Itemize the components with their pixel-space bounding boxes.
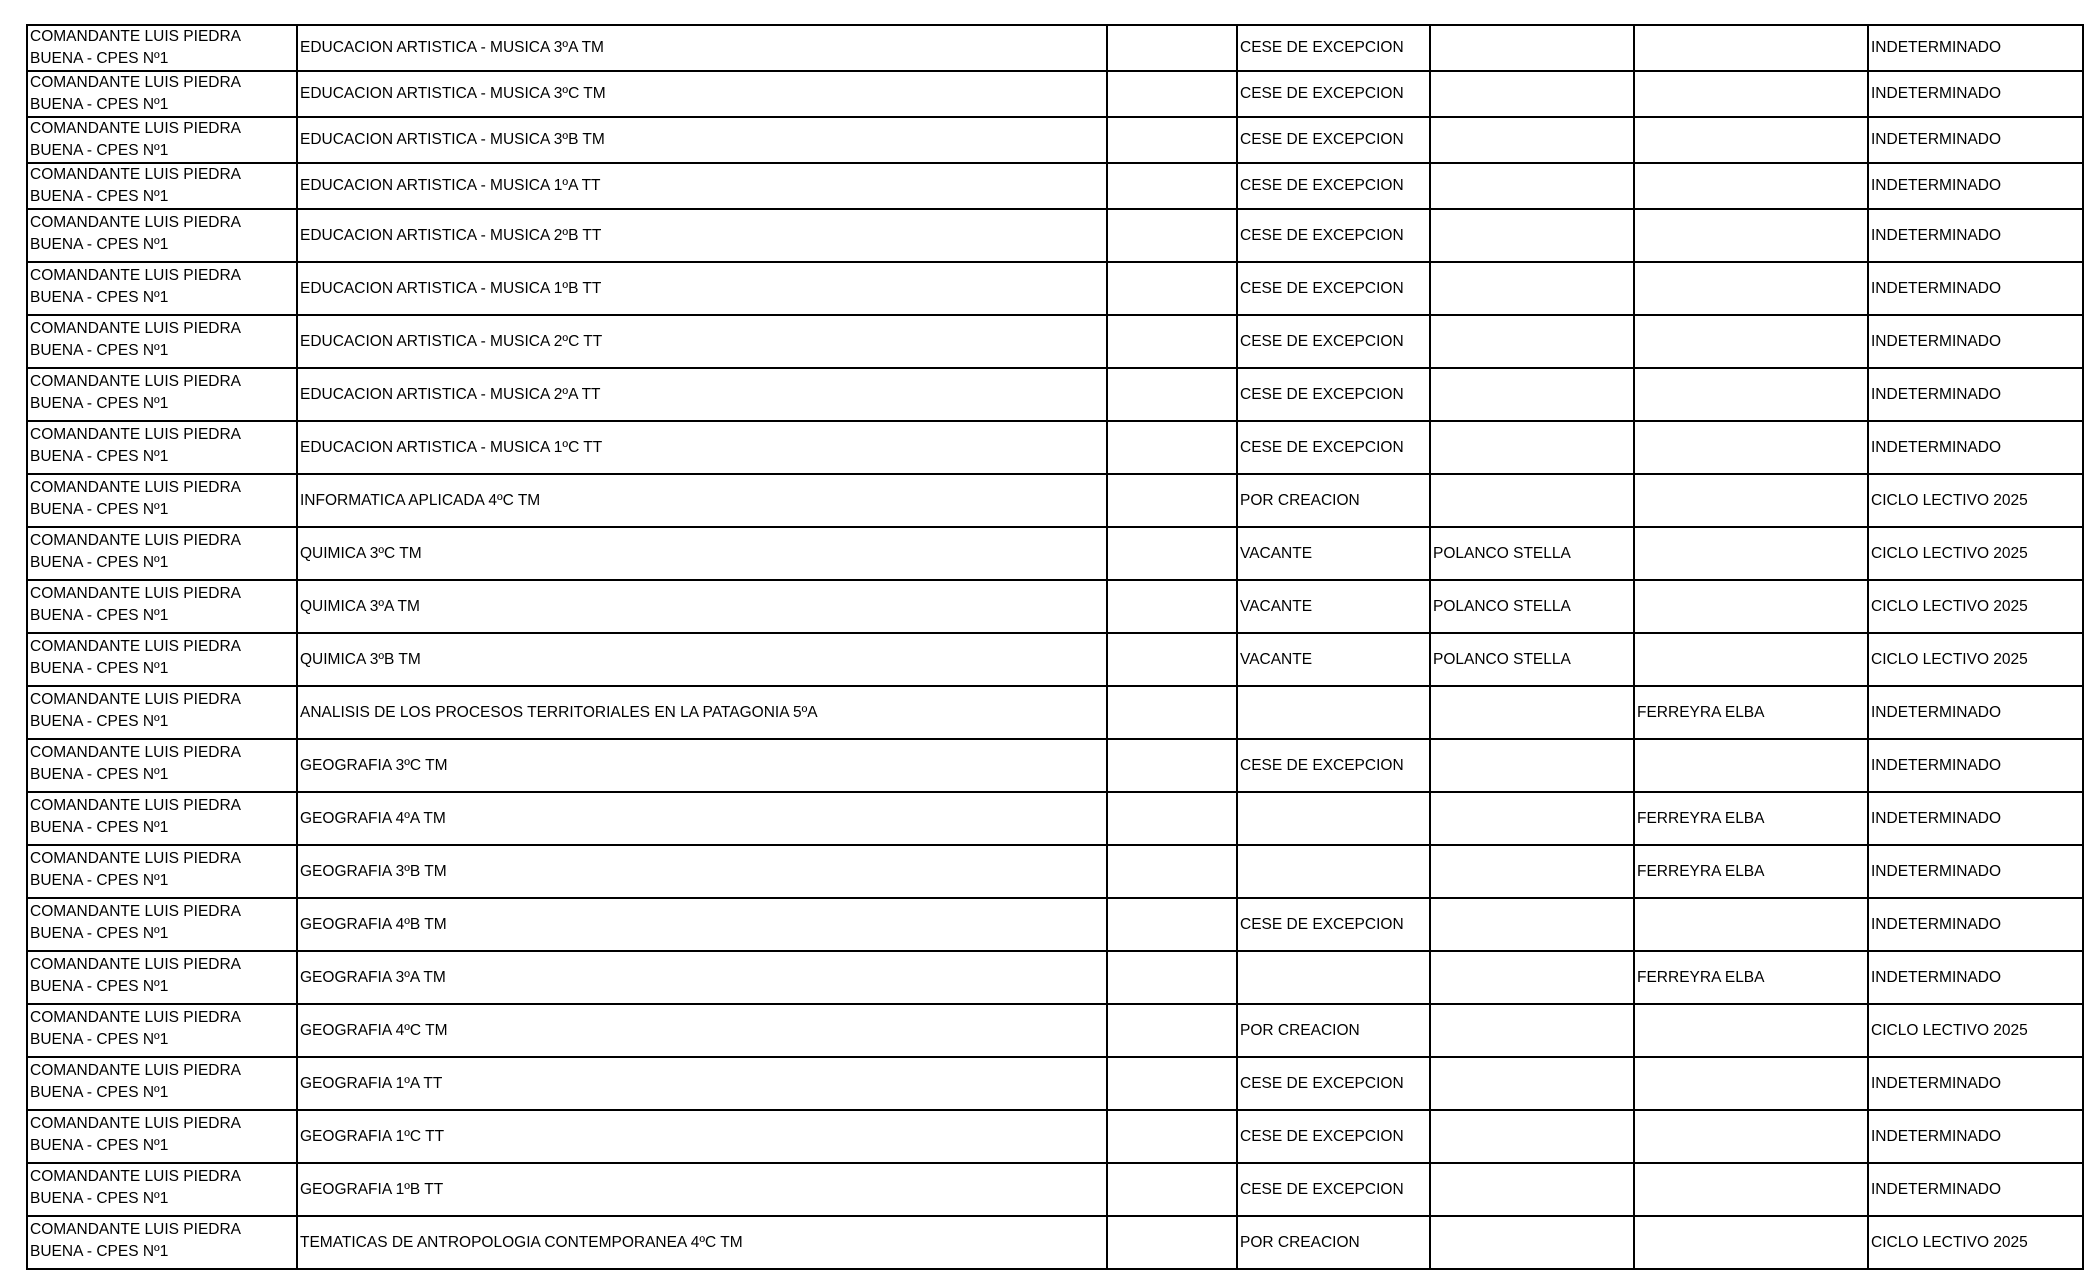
holder-cell [1430, 163, 1634, 209]
holder-cell: POLANCO STELLA [1430, 527, 1634, 580]
school-cell [27, 527, 297, 580]
duration-cell: INDETERMINADO [1868, 368, 2083, 421]
table-row [27, 845, 2083, 898]
school-cell [27, 474, 297, 527]
school-name: COMANDANTE LUIS PIEDRA BUENA - CPES Nº1 [30, 744, 241, 783]
empty-cell [1107, 474, 1237, 527]
holder-cell: POLANCO STELLA [1430, 580, 1634, 633]
subject-cell: GEOGRAFIA 4ºC TM [297, 1004, 1107, 1057]
school-name: COMANDANTE LUIS PIEDRA BUENA - CPES Nº1 [30, 166, 241, 205]
holder-cell [1430, 474, 1634, 527]
empty-cell [1107, 71, 1237, 117]
holder-cell [1634, 580, 1868, 633]
school-cell [27, 71, 297, 117]
holder-cell [1634, 739, 1868, 792]
reason-cell: CESE DE EXCEPCION [1237, 421, 1430, 474]
school-name: COMANDANTE LUIS PIEDRA BUENA - CPES Nº1 [30, 1009, 241, 1048]
table-row [27, 163, 2083, 209]
empty-cell [1107, 117, 1237, 163]
empty-cell [1107, 686, 1237, 739]
school-cell [27, 739, 297, 792]
empty-cell [1107, 580, 1237, 633]
reason-cell: CESE DE EXCEPCION [1237, 163, 1430, 209]
holder-cell [1430, 1004, 1634, 1057]
holder-cell [1634, 633, 1868, 686]
school-cell [27, 633, 297, 686]
holder-cell [1634, 1110, 1868, 1163]
school-cell [27, 898, 297, 951]
school-name: COMANDANTE LUIS PIEDRA BUENA - CPES Nº1 [30, 797, 241, 836]
reason-cell: CESE DE EXCEPCION [1237, 209, 1430, 262]
subject-cell: EDUCACION ARTISTICA - MUSICA 1ºB TT [297, 262, 1107, 315]
school-name: COMANDANTE LUIS PIEDRA BUENA - CPES Nº1 [30, 1221, 241, 1260]
school-cell [27, 1057, 297, 1110]
duration-cell: CICLO LECTIVO 2025 [1868, 1216, 2083, 1269]
school-name: COMANDANTE LUIS PIEDRA BUENA - CPES Nº1 [30, 1062, 241, 1101]
empty-cell [1107, 209, 1237, 262]
table-row [27, 368, 2083, 421]
school-cell [27, 580, 297, 633]
holder-cell [1634, 163, 1868, 209]
duration-cell: CICLO LECTIVO 2025 [1868, 633, 2083, 686]
reason-cell: CESE DE EXCEPCION [1237, 368, 1430, 421]
duration-cell: CICLO LECTIVO 2025 [1868, 474, 2083, 527]
duration-cell: INDETERMINADO [1868, 686, 2083, 739]
duration-cell: INDETERMINADO [1868, 315, 2083, 368]
holder-cell [1430, 845, 1634, 898]
subject-cell: GEOGRAFIA 4ºB TM [297, 898, 1107, 951]
school-name: COMANDANTE LUIS PIEDRA BUENA - CPES Nº1 [30, 532, 241, 571]
school-name: COMANDANTE LUIS PIEDRA BUENA - CPES Nº1 [30, 903, 241, 942]
holder-cell: POLANCO STELLA [1430, 633, 1634, 686]
holder-cell [1430, 898, 1634, 951]
reason-cell [1237, 792, 1430, 845]
school-name: COMANDANTE LUIS PIEDRA BUENA - CPES Nº1 [30, 585, 241, 624]
reason-cell: CESE DE EXCEPCION [1237, 1163, 1430, 1216]
subject-cell: EDUCACION ARTISTICA - MUSICA 2ºB TT [297, 209, 1107, 262]
subject-cell: GEOGRAFIA 3ºC TM [297, 739, 1107, 792]
school-cell [27, 163, 297, 209]
empty-cell [1107, 527, 1237, 580]
table-row [27, 1110, 2083, 1163]
subject-cell: GEOGRAFIA 3ºA TM [297, 951, 1107, 1004]
table-row [27, 1057, 2083, 1110]
empty-cell [1107, 1057, 1237, 1110]
empty-cell [1107, 1004, 1237, 1057]
duration-cell: INDETERMINADO [1868, 951, 2083, 1004]
holder-cell: FERREYRA ELBA [1634, 845, 1868, 898]
holder-cell [1634, 117, 1868, 163]
table-row [27, 71, 2083, 117]
school-cell [27, 845, 297, 898]
empty-cell [1107, 1216, 1237, 1269]
holder-cell [1634, 527, 1868, 580]
subject-cell: EDUCACION ARTISTICA - MUSICA 3ºA TM [297, 25, 1107, 71]
holder-cell: FERREYRA ELBA [1634, 686, 1868, 739]
reason-cell: CESE DE EXCEPCION [1237, 898, 1430, 951]
holder-cell [1430, 951, 1634, 1004]
duration-cell: INDETERMINADO [1868, 845, 2083, 898]
duration-cell: INDETERMINADO [1868, 71, 2083, 117]
reason-cell: VACANTE [1237, 633, 1430, 686]
duration-cell: INDETERMINADO [1868, 163, 2083, 209]
school-cell [27, 262, 297, 315]
table-row [27, 739, 2083, 792]
holder-cell [1430, 739, 1634, 792]
reason-cell [1237, 845, 1430, 898]
school-name: COMANDANTE LUIS PIEDRA BUENA - CPES Nº1 [30, 1168, 241, 1207]
subject-cell: QUIMICA 3ºA TM [297, 580, 1107, 633]
holder-cell [1430, 1057, 1634, 1110]
school-name: COMANDANTE LUIS PIEDRA BUENA - CPES Nº1 [30, 691, 241, 730]
duration-cell: INDETERMINADO [1868, 421, 2083, 474]
school-name: COMANDANTE LUIS PIEDRA BUENA - CPES Nº1 [30, 120, 241, 159]
holder-cell [1430, 792, 1634, 845]
empty-cell [1107, 368, 1237, 421]
empty-cell [1107, 421, 1237, 474]
subject-cell: GEOGRAFIA 4ºA TM [297, 792, 1107, 845]
school-name: COMANDANTE LUIS PIEDRA BUENA - CPES Nº1 [30, 74, 241, 113]
holder-cell [1430, 368, 1634, 421]
duration-cell: INDETERMINADO [1868, 1163, 2083, 1216]
holder-cell [1634, 1004, 1868, 1057]
empty-cell [1107, 792, 1237, 845]
reason-cell: CESE DE EXCEPCION [1237, 71, 1430, 117]
holder-cell [1430, 209, 1634, 262]
subject-cell: EDUCACION ARTISTICA - MUSICA 1ºA TT [297, 163, 1107, 209]
holder-cell [1634, 1057, 1868, 1110]
table-row [27, 117, 2083, 163]
school-name: COMANDANTE LUIS PIEDRA BUENA - CPES Nº1 [30, 850, 241, 889]
reason-cell: CESE DE EXCEPCION [1237, 739, 1430, 792]
holder-cell [1634, 1216, 1868, 1269]
school-name: COMANDANTE LUIS PIEDRA BUENA - CPES Nº1 [30, 638, 241, 677]
school-cell [27, 315, 297, 368]
subject-cell: EDUCACION ARTISTICA - MUSICA 2ºC TT [297, 315, 1107, 368]
school-cell [27, 25, 297, 71]
table-row [27, 1163, 2083, 1216]
table-row [27, 527, 2083, 580]
school-cell [27, 209, 297, 262]
subject-cell: EDUCACION ARTISTICA - MUSICA 1ºC TT [297, 421, 1107, 474]
school-cell [27, 368, 297, 421]
holder-cell [1634, 368, 1868, 421]
subject-cell: GEOGRAFIA 1ºB TT [297, 1163, 1107, 1216]
school-cell [27, 1216, 297, 1269]
subject-cell: EDUCACION ARTISTICA - MUSICA 3ºB TM [297, 117, 1107, 163]
reason-cell: CESE DE EXCEPCION [1237, 1057, 1430, 1110]
subject-cell: GEOGRAFIA 1ºA TT [297, 1057, 1107, 1110]
duration-cell: CICLO LECTIVO 2025 [1868, 1004, 2083, 1057]
table-row [27, 792, 2083, 845]
vacancy-table [26, 24, 2084, 1270]
school-cell [27, 1004, 297, 1057]
duration-cell: INDETERMINADO [1868, 25, 2083, 71]
table-row [27, 898, 2083, 951]
holder-cell [1430, 686, 1634, 739]
subject-cell: EDUCACION ARTISTICA - MUSICA 3ºC TM [297, 71, 1107, 117]
reason-cell: POR CREACION [1237, 1004, 1430, 1057]
holder-cell [1430, 262, 1634, 315]
empty-cell [1107, 845, 1237, 898]
empty-cell [1107, 25, 1237, 71]
school-cell [27, 792, 297, 845]
holder-cell: FERREYRA ELBA [1634, 951, 1868, 1004]
table-row [27, 474, 2083, 527]
holder-cell [1634, 421, 1868, 474]
duration-cell: INDETERMINADO [1868, 792, 2083, 845]
empty-cell [1107, 739, 1237, 792]
table-row [27, 25, 2083, 71]
duration-cell: CICLO LECTIVO 2025 [1868, 580, 2083, 633]
reason-cell: VACANTE [1237, 527, 1430, 580]
reason-cell: CESE DE EXCEPCION [1237, 25, 1430, 71]
table-row [27, 421, 2083, 474]
holder-cell [1430, 315, 1634, 368]
reason-cell: CESE DE EXCEPCION [1237, 1110, 1430, 1163]
school-name: COMANDANTE LUIS PIEDRA BUENA - CPES Nº1 [30, 214, 241, 253]
holder-cell [1634, 315, 1868, 368]
table-row [27, 262, 2083, 315]
school-name: COMANDANTE LUIS PIEDRA BUENA - CPES Nº1 [30, 1115, 241, 1154]
table-row [27, 686, 2083, 739]
reason-cell: CESE DE EXCEPCION [1237, 262, 1430, 315]
subject-cell: INFORMATICA APLICADA 4ºC TM [297, 474, 1107, 527]
school-cell [27, 686, 297, 739]
school-cell [27, 1163, 297, 1216]
empty-cell [1107, 262, 1237, 315]
empty-cell [1107, 1163, 1237, 1216]
school-name: COMANDANTE LUIS PIEDRA BUENA - CPES Nº1 [30, 267, 241, 306]
table-row [27, 1216, 2083, 1269]
table-row [27, 315, 2083, 368]
subject-cell: GEOGRAFIA 1ºC TT [297, 1110, 1107, 1163]
empty-cell [1107, 315, 1237, 368]
reason-cell: CESE DE EXCEPCION [1237, 117, 1430, 163]
school-cell [27, 951, 297, 1004]
subject-cell: TEMATICAS DE ANTROPOLOGIA CONTEMPORANEA 4ºC TM [297, 1216, 1107, 1269]
empty-cell [1107, 1110, 1237, 1163]
school-cell [27, 117, 297, 163]
table-row [27, 633, 2083, 686]
reason-cell: POR CREACION [1237, 474, 1430, 527]
holder-cell [1430, 1216, 1634, 1269]
holder-cell [1634, 1163, 1868, 1216]
holder-cell: FERREYRA ELBA [1634, 792, 1868, 845]
holder-cell [1634, 25, 1868, 71]
school-cell [27, 421, 297, 474]
holder-cell [1634, 262, 1868, 315]
reason-cell [1237, 686, 1430, 739]
subject-cell: EDUCACION ARTISTICA - MUSICA 2ºA TT [297, 368, 1107, 421]
empty-cell [1107, 633, 1237, 686]
duration-cell: INDETERMINADO [1868, 898, 2083, 951]
school-name: COMANDANTE LUIS PIEDRA BUENA - CPES Nº1 [30, 426, 241, 465]
duration-cell: INDETERMINADO [1868, 117, 2083, 163]
school-name: COMANDANTE LUIS PIEDRA BUENA - CPES Nº1 [30, 956, 241, 995]
holder-cell [1634, 898, 1868, 951]
empty-cell [1107, 951, 1237, 1004]
school-name: COMANDANTE LUIS PIEDRA BUENA - CPES Nº1 [30, 28, 241, 67]
duration-cell: CICLO LECTIVO 2025 [1868, 527, 2083, 580]
reason-cell: POR CREACION [1237, 1216, 1430, 1269]
duration-cell: INDETERMINADO [1868, 1057, 2083, 1110]
holder-cell [1634, 71, 1868, 117]
reason-cell: CESE DE EXCEPCION [1237, 315, 1430, 368]
school-name: COMANDANTE LUIS PIEDRA BUENA - CPES Nº1 [30, 320, 241, 359]
holder-cell [1634, 474, 1868, 527]
reason-cell: VACANTE [1237, 580, 1430, 633]
holder-cell [1430, 1163, 1634, 1216]
holder-cell [1634, 209, 1868, 262]
holder-cell [1430, 421, 1634, 474]
school-name: COMANDANTE LUIS PIEDRA BUENA - CPES Nº1 [30, 479, 241, 518]
duration-cell: INDETERMINADO [1868, 262, 2083, 315]
subject-cell: QUIMICA 3ºB TM [297, 633, 1107, 686]
empty-cell [1107, 163, 1237, 209]
holder-cell [1430, 1110, 1634, 1163]
school-cell [27, 1110, 297, 1163]
subject-cell: ANALISIS DE LOS PROCESOS TERRITORIALES EN LA PATAGONIA 5ºA [297, 686, 1107, 739]
school-name: COMANDANTE LUIS PIEDRA BUENA - CPES Nº1 [30, 373, 241, 412]
subject-cell: GEOGRAFIA 3ºB TM [297, 845, 1107, 898]
duration-cell: INDETERMINADO [1868, 1110, 2083, 1163]
holder-cell [1430, 117, 1634, 163]
holder-cell [1430, 71, 1634, 117]
duration-cell: INDETERMINADO [1868, 739, 2083, 792]
empty-cell [1107, 898, 1237, 951]
holder-cell [1430, 25, 1634, 71]
subject-cell: QUIMICA 3ºC TM [297, 527, 1107, 580]
table-body [27, 25, 2083, 1269]
table-row [27, 580, 2083, 633]
table-row [27, 209, 2083, 262]
table-row [27, 1004, 2083, 1057]
reason-cell [1237, 951, 1430, 1004]
table-row [27, 951, 2083, 1004]
duration-cell: INDETERMINADO [1868, 209, 2083, 262]
